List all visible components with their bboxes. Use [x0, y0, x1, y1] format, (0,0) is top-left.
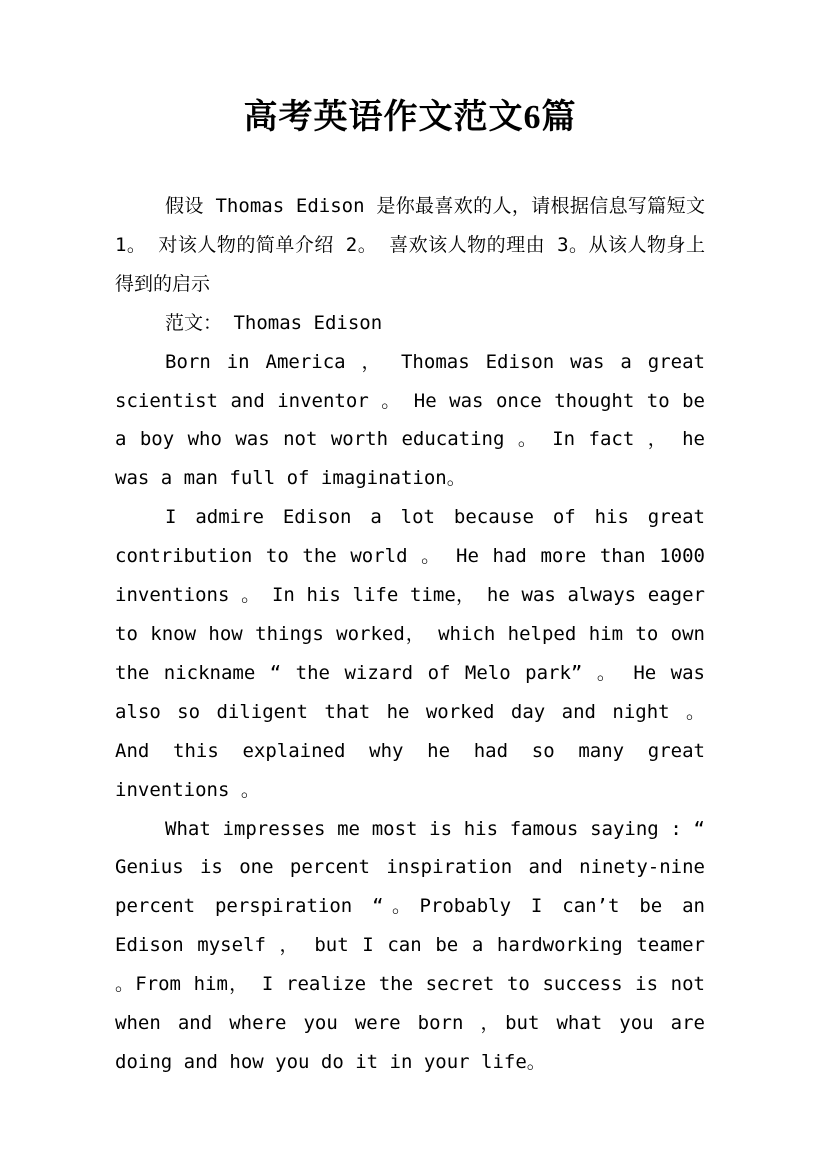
document-title: 高考英语作文范文6篇: [243, 99, 577, 136]
document-body: [115, 187, 705, 1082]
paragraph: Born in America ， Thomas Edison was a great scientist and inventor 。 He was once thought to be a boy who was not worth educating 。 In fact ， he was a man full of imagination。: [115, 350, 705, 490]
paragraph: 假设 Thomas Edison 是你最喜欢的人，请根据信息写篇短文 1。 对该人物的简单介绍 2。 喜欢该人物的理由 3。从该人物身上得到的启示: [115, 195, 705, 295]
paragraph: I admire Edison a lot because of his great contribution to the world 。 He had more than 1000 inventions 。 In his life time， he was always eager to know how things worked， which helped him to own the nickname “ the wizard of Melo park” 。 He was also so diligent that he worked day and night 。 And this explained why he had so many great inventions 。: [115, 506, 705, 801]
paragraph: What impresses me most is his famous saying : “ Genius is one percent inspiration and ninety-nine percent perspiration “。Probably I can’t be an Edison myself ， but I can be a hardworking teamer 。From him， I realize the secret to success is not when and where you were born ，but what you are doing and how you do it in your life。: [115, 817, 705, 1073]
document-content: [115, 0, 705, 1082]
paragraph: 范文： Thomas Edison: [165, 311, 383, 334]
